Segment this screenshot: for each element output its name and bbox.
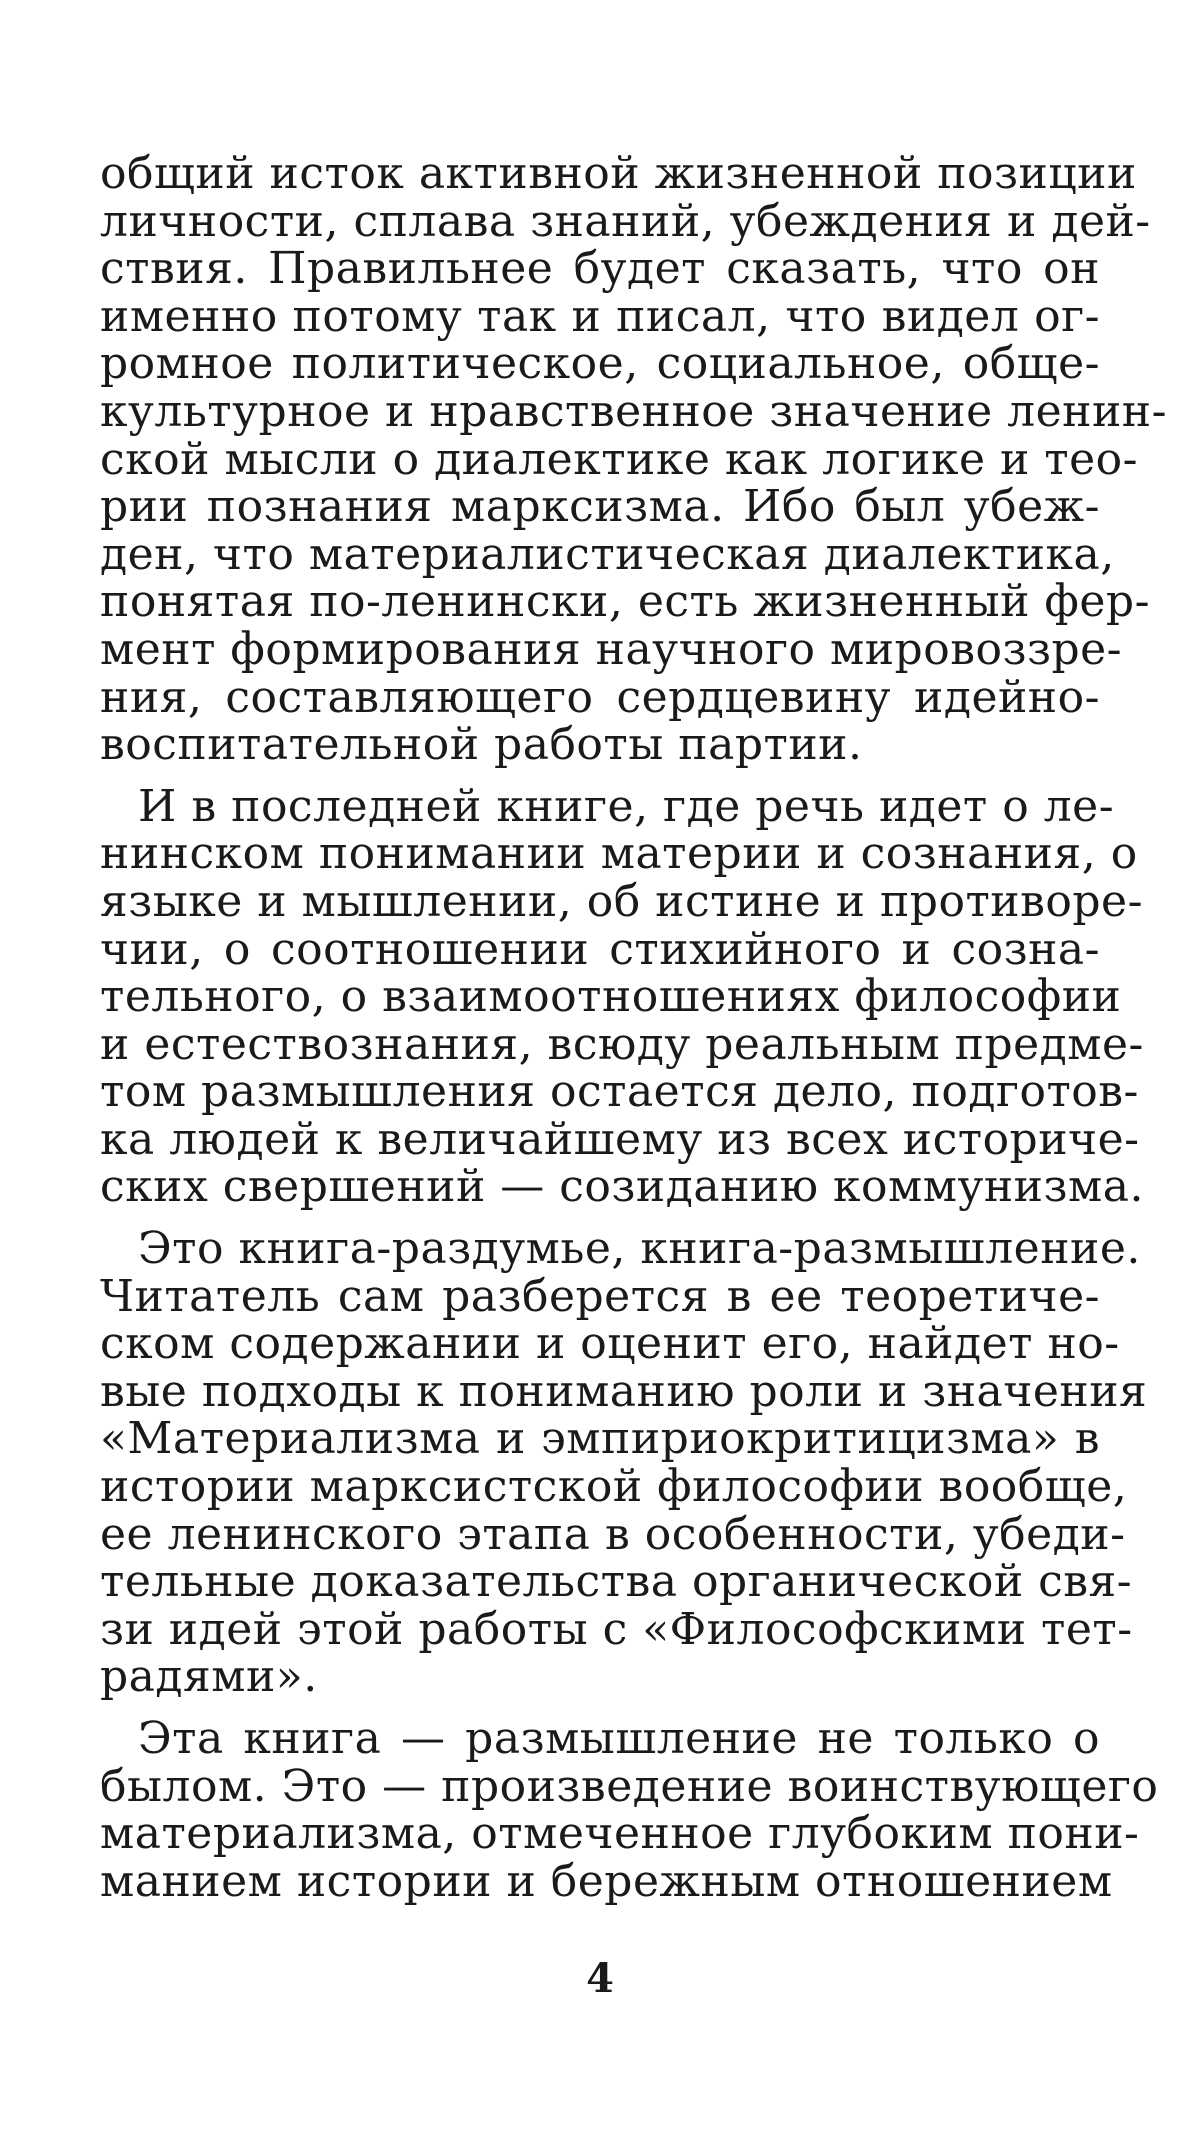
- text-line: Читатель сам разберется в ее теоретиче-: [100, 1270, 1100, 1322]
- text-line: языке и мышлении, об истине и противоре-: [100, 875, 1143, 927]
- text-line: том размышления остается дело, подготов-: [100, 1066, 1139, 1118]
- text-line: истории марксистской философии вообще,: [100, 1461, 1128, 1513]
- text-line: мент формирования научного мировоззре-: [100, 623, 1123, 675]
- text-line: понятая по-ленински, есть жизненный фер-: [100, 576, 1150, 628]
- paragraph: [100, 1713, 1159, 1907]
- page-number: 4: [586, 1955, 614, 2002]
- text-line: былом. Это — произведение воинствующего: [100, 1760, 1159, 1812]
- text-line: Эта книга — размышление не только о: [138, 1713, 1100, 1764]
- text-line: именно потому так и писал, что видел ог-: [100, 290, 1100, 342]
- text-line: общий исток активной жизненной позиции: [100, 148, 1137, 199]
- text-line: манием истории и бережным отношением: [100, 1855, 1113, 1907]
- text-line: ствия. Правильнее будет сказать, что он: [100, 243, 1100, 295]
- text-line: материализма, отмеченное глубоким пони-: [100, 1808, 1140, 1860]
- text-line: культурное и нравственное значение ленин-: [100, 385, 1168, 437]
- paragraph: [100, 780, 1144, 1213]
- text-line: и естествознания, всюду реальным предме-: [100, 1018, 1144, 1070]
- page-text: [100, 148, 1168, 1907]
- paragraph: [100, 1223, 1148, 1703]
- text-line: личности, сплава знаний, убеждения и дей-: [100, 195, 1151, 247]
- paragraph: [100, 148, 1168, 771]
- text-line: ден, что материалистическая диалектика,: [100, 528, 1115, 580]
- text-line: И в последней книге, где речь идет о ле-: [138, 780, 1115, 832]
- text-line: ском содержании и оценит его, найдет но-: [100, 1318, 1120, 1370]
- text-line: чии, о соотношении стихийного и созна-: [100, 923, 1100, 975]
- text-line: ской мысли о диалектике как логике и тео-: [100, 433, 1139, 485]
- text-line: зи идей этой работы с «Философскими тет-: [100, 1603, 1133, 1655]
- text-line: Это книга-раздумье, книга-размышление.: [138, 1223, 1141, 1275]
- text-line: нинском понимании материи и сознания, о: [100, 828, 1138, 880]
- text-line: радями».: [100, 1651, 318, 1703]
- text-line: «Материализма и эмпириокритицизма» в: [100, 1413, 1100, 1465]
- text-line: рии познания марксизма. Ибо был убеж-: [100, 481, 1100, 533]
- text-line: ских свершений — созиданию коммунизма.: [100, 1161, 1144, 1213]
- text-line: ромное политическое, социальное, обще-: [100, 338, 1100, 390]
- text-line: тельного, о взаимоотношениях философии: [100, 971, 1122, 1023]
- text-line: воспитательной работы партии.: [100, 719, 863, 771]
- text-line: ния, составляющего сердцевину идейно-: [100, 671, 1100, 723]
- text-line: ее ленинского этапа в особенности, убеди-: [100, 1508, 1126, 1560]
- text-line: ка людей к величайшему из всех историче-: [100, 1113, 1140, 1165]
- text-line: вые подходы к пониманию роли и значения: [100, 1365, 1148, 1417]
- text-line: тельные доказательства органической свя-: [100, 1556, 1133, 1608]
